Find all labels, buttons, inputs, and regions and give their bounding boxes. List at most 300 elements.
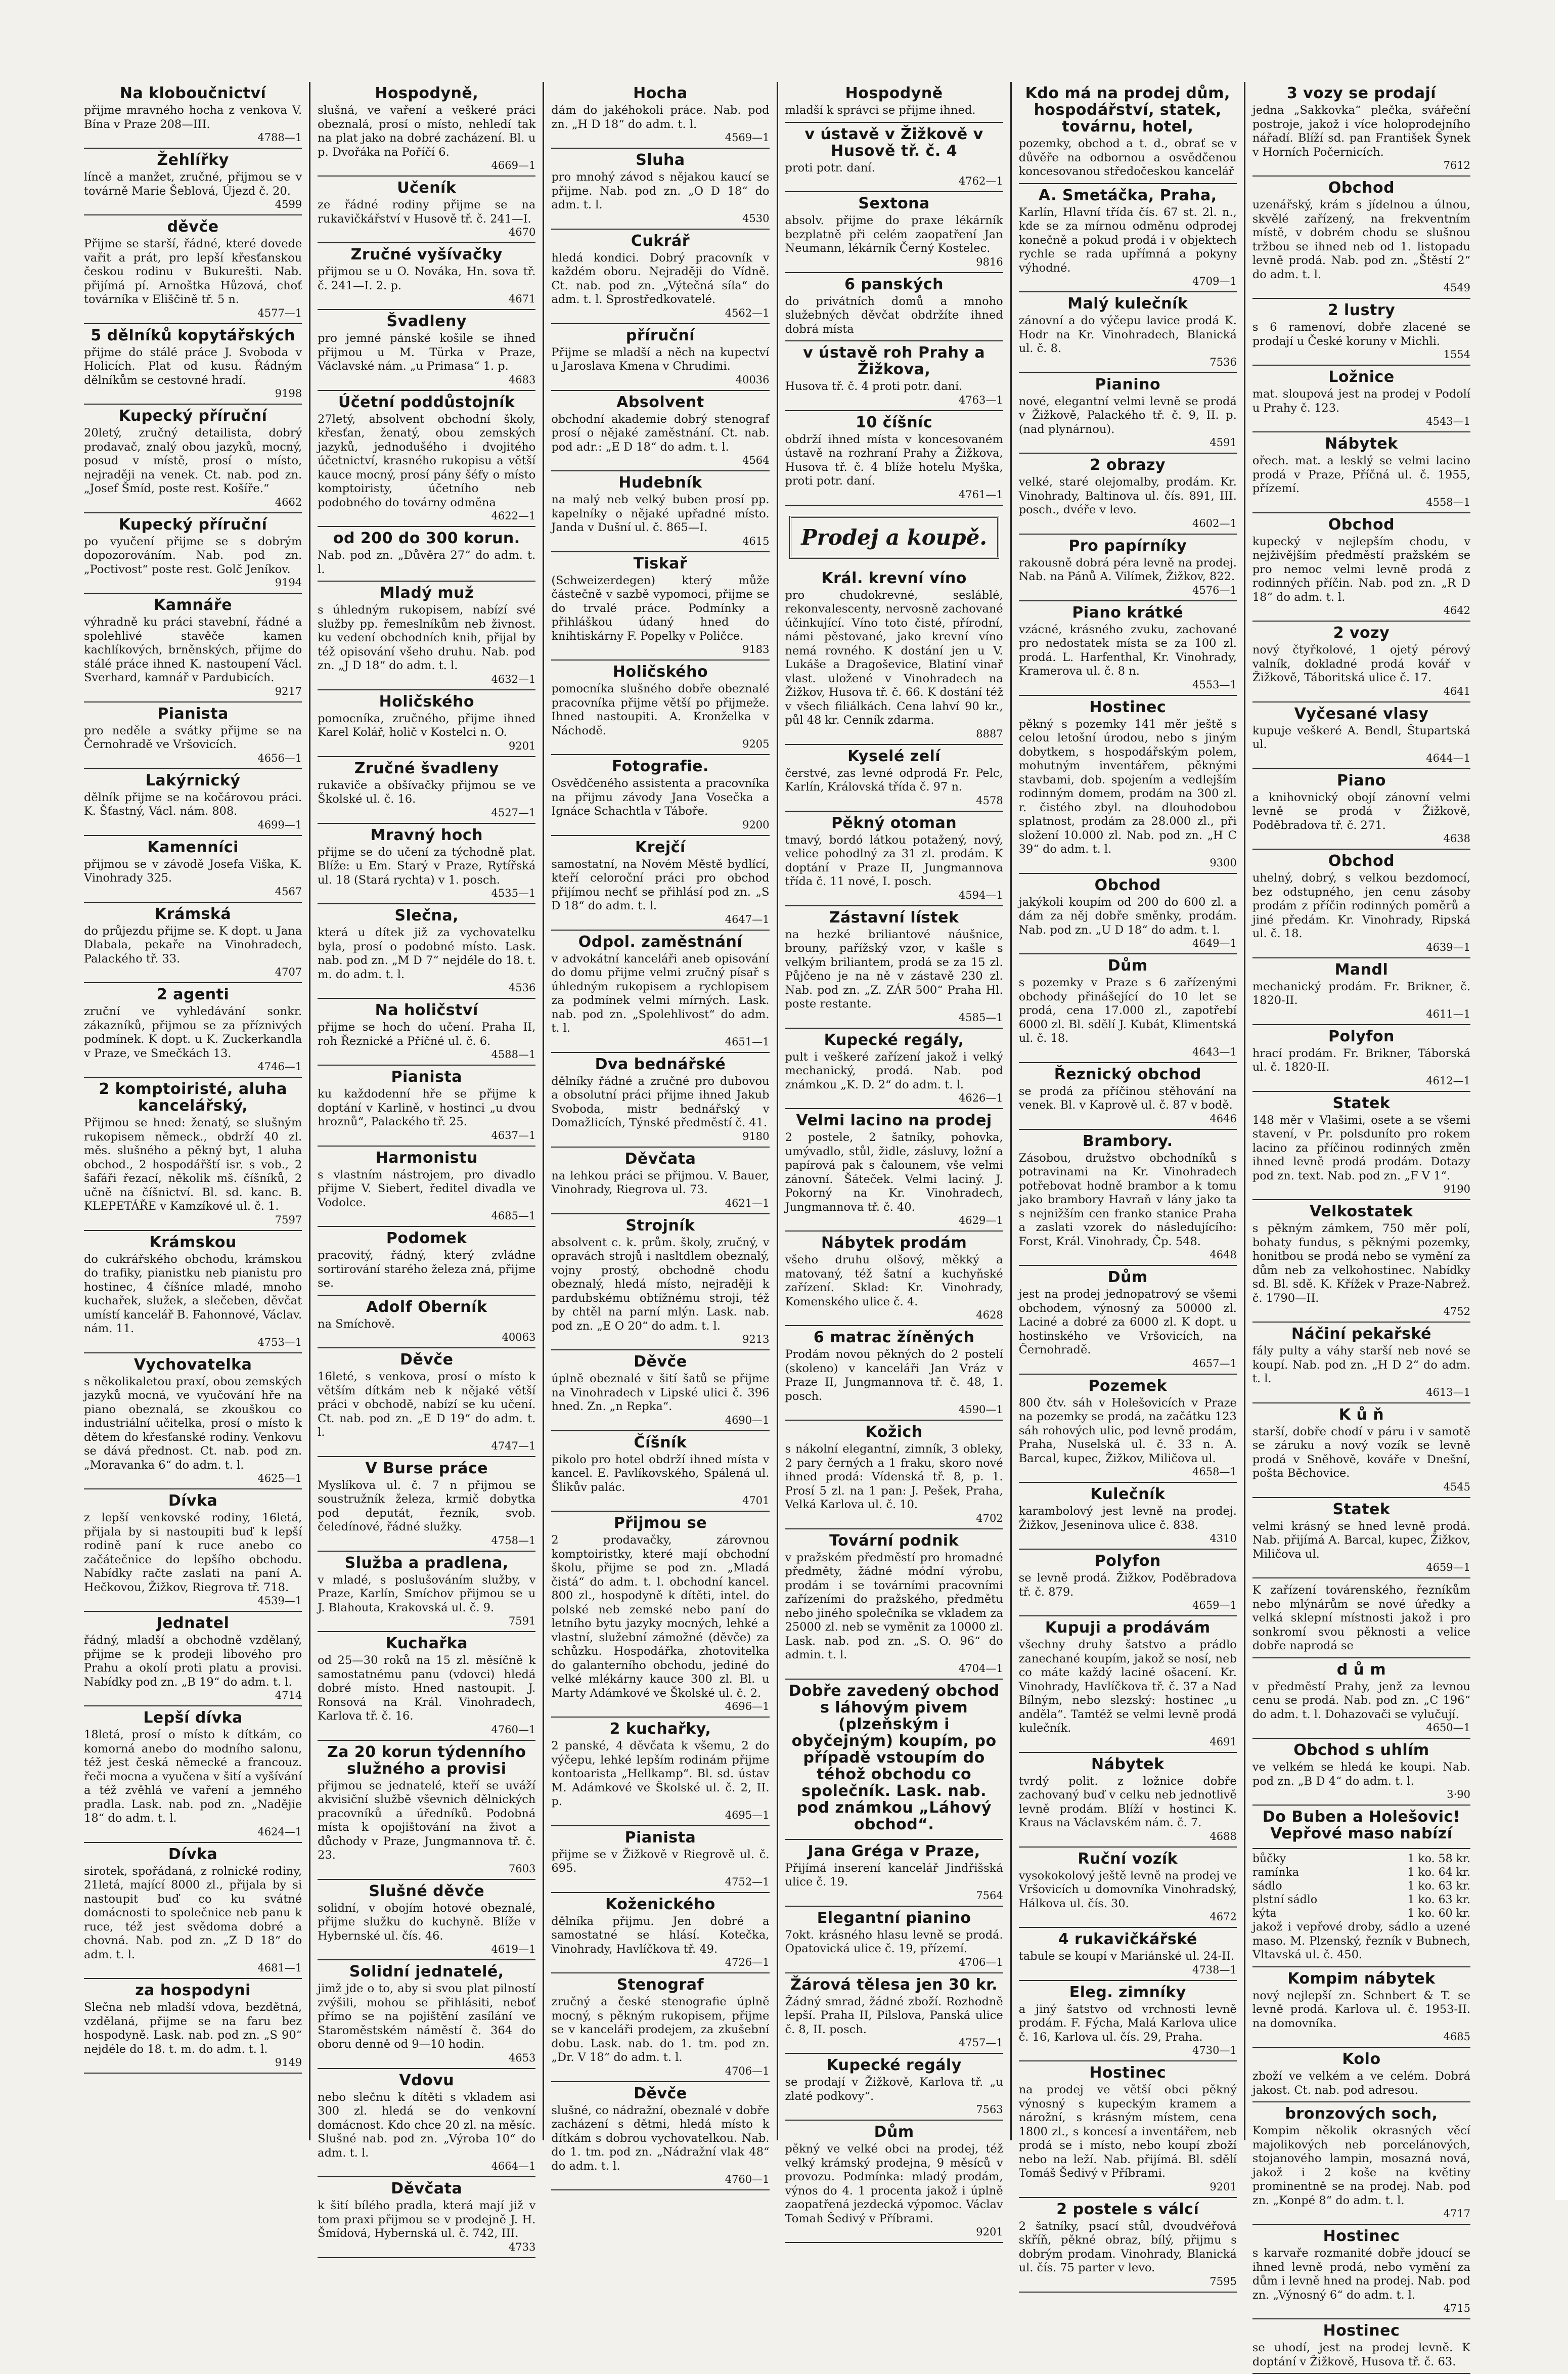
classified-ad <box>1019 292 1237 373</box>
ad-number: 4648 <box>1209 1249 1237 1261</box>
classified-ad <box>551 1826 769 1893</box>
ad-title: Brambory. <box>1082 1132 1173 1150</box>
ad-title: Jana Gréga v Praze, <box>808 1842 980 1860</box>
ad-number: 4657—1 <box>1192 1357 1237 1370</box>
classified-ad <box>84 1231 302 1353</box>
ad-number: 4530 <box>742 212 770 225</box>
ad-title: Pro papírníky <box>1068 537 1187 555</box>
ad-number: 40036 <box>735 373 770 386</box>
ad-number: 4626—1 <box>958 1092 1003 1104</box>
ad-text: kupuje veškeré A. Bendl, Štupartská ul. <box>1252 724 1471 751</box>
ad-title: Zástavní lístek <box>829 908 959 927</box>
classified-ad <box>785 1973 1003 2054</box>
ad-text: pro mnohý závod s nějakou kaucí se přijme. Nab. pod zn. „O D 18“ do adm. t. l. <box>551 170 770 211</box>
classified-ad <box>551 1893 769 1974</box>
ad-title: Ruční vozík <box>1078 1850 1178 1868</box>
ad-title: Nábytek prodám <box>821 1234 967 1252</box>
ad-text: se prodají v Žižkově, Karlova tř. „u zlaté podkovy“. <box>785 2076 1003 2103</box>
classified-ad <box>1252 1967 1470 2048</box>
ad-text: na hezké briliantové náušnice, brouny, pařížský vzor, v kašle s velkým briliantem, prodá se za 15 zl. Půjčeno je na ně v zástavě 230 zl. Nab. pod zn. „Z. ZÁR 500“ Praha Hl. poste restante. <box>785 928 1003 1010</box>
classified-ad <box>551 471 769 552</box>
ad-text: všeho druhu olšový, měkký a matovaný, též šatní a kuchyňské zařízení. Sklad: Kr. Vinohrady, Komenského ulice č. 4. <box>785 1253 1003 1308</box>
ad-number: 4658—1 <box>1192 1466 1237 1478</box>
ad-text: v pražském předměstí pro hromadné předměty, žádné módní výrobu, prodám i se továrními pracovními zařízeními do pražského, předmětu nebo jiného společníka se vkladem za 25000 zl. neb se vyměnit za 10000 zl. Lask. nab. pod zn. „S. O. 96“ do admin. t. l. <box>785 1551 1003 1661</box>
ad-number: 1554 <box>1443 348 1471 361</box>
ad-title: v ústavě v Žižkově v Husově tř. č. 4 <box>804 125 983 160</box>
ad-title: Učeník <box>397 179 457 197</box>
ad-text: všechny druhy šatstvo a prádlo zanechané koupím, jakož se nosí, neb co máte každý laciné ošacení. Kr. Vinohrady, Havlíčkova tř. č. 37 a Nad Bílným, nebo slezský: hostinec „u anděla“. Tamtéž se velmi levně prodá kulečník. <box>1018 1638 1237 1735</box>
ad-number: 9198 <box>275 387 302 400</box>
ad-text: jakýkoli koupím od 200 do 600 zl. a dám za něj dobře směnky, prodám. Nab. pod zn. „U D 18“ do adm. t. l. <box>1018 895 1237 937</box>
ad-text: rakousně dobrá péra levně na prodej. Nab. na Pánů A. Vilímek, Žižkov, 822. <box>1018 556 1237 583</box>
ad-title: Koženického <box>605 1895 715 1913</box>
ad-number: 4672 <box>1209 1911 1237 1923</box>
ad-text: 2 prodavačky, zárovnou komptoiristky, které mají obchodní školu, přijme se pod zn. „Mladá čistá“ do adm. t. l. obchodní kancel. 800 zl., hospodyně k dítěti, intel. do polské neb zemské nebo paní do letního bytu jazyky mocných, lehké a vlastní, služební zámožné (děvče) za schůzku. Hospodářka, zhotovitelka do galanterního obchodu, jediné do velké mlékárny kauce 300 zl. Bl. u Marty Adámkové ve Školské ul. č. 2. <box>551 1533 770 1700</box>
ad-title: Strojník <box>625 1216 695 1235</box>
ad-title: Kupuji a prodávám <box>1045 1619 1211 1637</box>
classified-ad <box>318 243 535 310</box>
classified-ad <box>551 1431 769 1512</box>
ad-number: 4752 <box>1443 1305 1471 1317</box>
ad-text: 27letý, absolvent obchodní školy, křesťan, ženatý, obou zemských jazyků, jednodušého i dvojitého účetnictví, krasného rukopisu a větší kauce mocný, prosí pány šéfy o místo komptoiristy, účetního neb podobného do továrny odměna <box>318 412 536 509</box>
ad-title: Děvčata <box>391 2180 463 2197</box>
ad-text: hledá kondici. Dobrý pracovník v každém oboru. Nejraději do Vídně. Ct. nab. pod zn. „Výtečná síla“ do adm. t. l. Sprostředkovatelé. <box>551 251 770 306</box>
price-item: bůčky <box>1252 1853 1286 1865</box>
ad-number: 4760—1 <box>491 1723 536 1736</box>
ad-number: 4637—1 <box>491 1129 536 1141</box>
ad-title: Za 20 korun týdenního služného a provisi <box>327 1743 526 1778</box>
classified-ad <box>551 836 769 931</box>
ad-number: 4717 <box>1443 2208 1471 2220</box>
ad-title: Slečna, <box>394 907 459 925</box>
classified-ad <box>1019 1063 1237 1130</box>
classified-ad <box>1252 1200 1470 1323</box>
ad-text: zruční ve vyhledávání sonkr. zákazníků, přijmou se za příznivých podmínek. K dopt. u K. Zuckerkandla v Praze, ve Smečkách 13. <box>84 1005 302 1060</box>
ad-text: se uhodí, jest na prodej levně. K doptání v Žižkově, Husova tř. č. 63. <box>1252 2341 1471 2368</box>
classified-ad <box>1019 1928 1237 1981</box>
ad-title: Děvče <box>400 1351 454 1369</box>
classified-ad <box>1019 1483 1237 1550</box>
ad-title: Dívka <box>168 1492 218 1510</box>
ad-number: 7597 <box>275 1213 302 1226</box>
classified-ad <box>785 1680 1003 1840</box>
ad-text: z lepší venkovské rodiny, 16letá, přijala by si nastoupiti buď k lepší rodině paní k ruce anebo co začátečnice do lepšího obchodu. Nabídky račte zaslati na paní A. Hečkovou, Žižkov, Riegrova tř. 718. <box>84 1511 302 1594</box>
ad-title: Absolvent <box>616 393 704 411</box>
ad-title: Obchod <box>1328 179 1395 197</box>
ad-title: Statek <box>1332 1500 1391 1518</box>
ad-title: Piano <box>1336 771 1386 789</box>
classified-ad <box>84 513 302 594</box>
ad-number: 4576—1 <box>1192 584 1237 596</box>
ad-number: 4685—1 <box>491 1210 536 1222</box>
ad-number: 7563 <box>976 2103 1003 2116</box>
ad-title: Ložnice <box>1328 368 1395 386</box>
classified-ad <box>1019 1753 1237 1848</box>
ad-number: 9205 <box>742 738 770 750</box>
ad-text: přijme mravného hocha z venkova V. Bína v Praze 208—III. <box>84 104 302 131</box>
ad-title: Děvčata <box>624 1150 696 1168</box>
ad-number: 4695—1 <box>725 1809 770 1821</box>
classified-ad <box>785 1326 1003 1421</box>
ad-text: pěkný s pozemky 141 měr ještě s celou letošní úrodou, nebo s jiným dobytkem, s hospodářským polem, mohutným inventářem, pěknými stavbami, dob. spojením a vedlejším rodinným domem, prodám na 300 zl. r. čistého zbyl. na dlouhodobou splatnost, prodám za 28.000 zl., při složení 10.000 zl. Nab. pod zn. „H C 39“ do adm. t. l. <box>1018 717 1237 856</box>
ad-title: Pianista <box>157 705 229 723</box>
ad-number: 4639—1 <box>1426 941 1471 953</box>
ad-text: v advokátní kanceláři aneb opisování do domu přijme velmi zručný písař s úhledným rukopisem a rychlopisem za podmínek velmi mírných. Lask. nab. pod zn. „Spolehlivost“ do adm. t. l. <box>551 952 770 1035</box>
ad-number: 4545 <box>1443 1480 1471 1493</box>
ad-number: 9217 <box>275 685 302 697</box>
ad-text: s pěkným zámkem, 750 měr polí, bohaty fundus, s pěknými pozemky, honitbou se prodá nebo se vymění za dům neb za velkohostinec. Nabídky sd. Bl. sdě. K. Křížek v Praze-Nabrež. č. 1790—II. <box>1252 1222 1471 1305</box>
ad-number: 4628 <box>976 1309 1003 1321</box>
ad-number: 4590—1 <box>958 1403 1003 1416</box>
ad-number: 4638 <box>1443 832 1471 845</box>
ad-title: Tovární podnik <box>829 1531 959 1550</box>
ad-text: Přijímá inserení kancelář Jindřišská ulice č. 19. <box>785 1861 1003 1888</box>
classified-ad <box>318 1457 535 1552</box>
ad-text: přijmou se jednatelé, kteří se uváží akvisiční službě vševnich dělnických pracovníků a úředníků. Podobná místa k opojištování na život a důchody v Praze, Jungmannova tř. č. 23. <box>318 1779 536 1862</box>
classified-ad <box>318 1632 535 1741</box>
ad-title: 2 komptoiristé, aluha kancelářský, <box>99 1080 287 1115</box>
ad-title: Stenograf <box>616 1976 704 1994</box>
ad-title: Obchod <box>1328 852 1395 870</box>
ad-title: 2 agenti <box>156 986 230 1003</box>
ad-text: Osvědčeného assistenta a pracovníka na přijmu závody Jana Vosečka a Ignáce Schachtla v Táboře. <box>551 777 770 818</box>
ad-number: 8887 <box>976 727 1003 740</box>
ad-text: do privátních domů a mnoho služebných děvčat obdržíte ihned dobrá místa <box>785 294 1003 336</box>
ad-text: mechanický prodám. Fr. Brikner, č. 1820-II. <box>1252 980 1471 1007</box>
ad-number: 4591 <box>1209 436 1237 449</box>
ad-text: dělníka přijmu. Jen dobré a samostatné se hlásí. Kotečka, Vinohrady, Havlíčkova tř. 49. <box>551 1914 770 1956</box>
ad-text: velké, staré olejomalby, prodám. Kr. Vinohrady, Baltinova ul. čís. 891, III. posch., dvéře v levo. <box>1018 475 1237 516</box>
ad-title: 2 obrazy <box>1090 456 1166 474</box>
ad-number: 4752—1 <box>725 1875 770 1888</box>
ad-number: 4691 <box>1209 1735 1237 1748</box>
ad-number: 4699—1 <box>257 818 302 831</box>
ad-number: 4651—1 <box>725 1035 770 1048</box>
ad-text: k šití bílého pradla, která mají již v tom praxi přijmou se v prodejně J. H. Šmídová, Hybernská ul. č. 742, III. <box>318 2199 536 2240</box>
ad-number: 7536 <box>1209 356 1237 368</box>
ad-title: Děvče <box>634 1353 687 1371</box>
classified-ad <box>785 1109 1003 1232</box>
ad-number: 4578 <box>976 794 1003 807</box>
classified-ad <box>84 1612 302 1706</box>
classified-ad <box>1019 1981 1237 2062</box>
classified-ad <box>785 192 1003 273</box>
ad-title: Adolf Oberník <box>366 1298 487 1316</box>
classified-ad <box>1252 2048 1470 2102</box>
ad-title: Mladý muž <box>379 584 474 602</box>
price-row <box>1252 1907 1470 1920</box>
ad-text: absolv. přijme do praxe lékárník bezplatně při celém zaopatření Jan Neumann, lékárník Černý Kostelec. <box>785 214 1003 255</box>
ad-title: Hostinec <box>1089 698 1167 716</box>
ad-text: se prodá za příčinou stěhování na venek. Bl. v Kaprově ul. č. 87 v bodě. <box>1018 1084 1237 1112</box>
ad-title: Cukrář <box>631 232 690 250</box>
ad-title: 5 dělníků kopytářských <box>91 326 295 344</box>
ad-title: 10 číšníc <box>856 413 933 431</box>
ad-title: V Burse práce <box>365 1459 488 1477</box>
ad-title: Švadleny <box>386 313 467 330</box>
ad-text: Karlín, Hlavní třída čís. 67 st. 2l. n., kde se za mírnou odměnu odprodej konečně a pokud prodá i v objektech rychle se rada upřímná a pokyny výhodné. <box>1018 205 1237 275</box>
ad-title: Statek <box>1332 1094 1391 1112</box>
ad-number: 4760—1 <box>725 2173 770 2185</box>
ad-text: s 6 ramenoví, dobře zlacené se prodají u České koruny v Michli. <box>1252 321 1471 348</box>
ad-title: Král. krevní víno <box>821 569 967 587</box>
ad-text: pomocníka slušného dobře obeznalé pracovníka přijme větší po přijmeže. Ihned nastoupiti. A. Kronželka v Náchodě. <box>551 682 770 737</box>
meat-price-list <box>1252 1849 1470 1967</box>
classified-ad <box>84 1979 302 2074</box>
classified-ad <box>84 983 302 1078</box>
ad-text: ořech. mat. a lesklý se velmi lacino prodá v Praze, Příčná ul. č. 1955, přízemí. <box>1252 454 1471 495</box>
classified-ad <box>551 1053 769 1148</box>
ad-text: rukaviče a obšívačky přijmou se ve Školské ul. č. 16. <box>318 778 536 806</box>
ad-number: 4549 <box>1443 282 1471 294</box>
classified-ad <box>318 1960 535 2069</box>
classified-ad <box>785 1232 1003 1326</box>
ad-text: pozemky, obchod a t. d., obrať se v důvěře na odbornou a osvědčenou koncesovanou středočeskou kancelář <box>1018 137 1237 178</box>
classified-ad <box>785 273 1003 342</box>
ad-text: (Schweizerdegen) který může částečně v sazbě vypomoci, přijme se do trvalé práce. Podmínky a přihláškou údaný hned do knihtiskárny F. Popelky v Poličce. <box>551 574 770 643</box>
ad-text: Přijme se starší, řádné, které dovede vařit a prát, pro lepší křesťanskou českou rodinu v Bukurešti. Nab. přijímá pí. Arnoštka Hůzová, choť továrníka v Eliščině tř. 5 n. <box>84 237 302 306</box>
price-item: ramínka <box>1252 1866 1300 1879</box>
ad-number: 4641 <box>1443 685 1471 697</box>
ad-title: Polyfon <box>1094 1552 1161 1570</box>
ad-number: 4788—1 <box>257 131 302 144</box>
classified-ad <box>1252 622 1470 702</box>
ad-title: Dobře zavedený obchod s láhovým pivem (plzeňským i obyčejným) koupím, po případě vstoupím do téhož obchodu co společník. Lask. nab. pod známkou „Láhový obchod“. <box>788 1682 1000 1833</box>
ad-number: 4558—1 <box>1426 496 1471 508</box>
classified-ad <box>318 1741 535 1880</box>
column-4 <box>778 82 1012 2238</box>
ad-title: Kupecký příruční <box>118 515 267 534</box>
classified-ad <box>84 1843 302 1980</box>
ad-text: úplně obeznalé v šití šatů se přijme na Vinohradech v Lipské ulici č. 396 hned. Zn. „n Repka“. <box>551 1372 770 1413</box>
classified-ad <box>1252 1806 1470 1849</box>
ad-title: Pianista <box>391 1068 463 1086</box>
classified-ad <box>84 594 302 702</box>
ad-number: 4650—1 <box>1426 1722 1471 1734</box>
ad-title: Služba a pradlena, <box>344 1554 509 1572</box>
classified-ad <box>318 177 535 243</box>
classified-ad <box>318 391 535 527</box>
ad-title: Pianista <box>624 1828 696 1847</box>
ad-text: Žádný smrad, žádné zboží. Rozhodně lepší. Praha II, Pilslova, Panská ulice č. 8, II. posch. <box>785 1995 1003 2036</box>
ad-number: 4696—1 <box>725 1700 770 1712</box>
ad-text: fály pulty a váhy starší neb nové se koupí. Nab. pod zn. „H D 2“ do adm. t. l. <box>1252 1344 1471 1385</box>
price-item: kýta <box>1252 1907 1277 1920</box>
classified-ad <box>318 904 535 999</box>
ad-number: 3·90 <box>1447 1788 1471 1800</box>
ad-title: Obchod s uhlím <box>1293 1741 1429 1759</box>
classified-ad <box>84 1489 302 1612</box>
classified-ad <box>318 82 535 177</box>
ad-title: Piano krátké <box>1072 603 1184 622</box>
classified-ad <box>318 757 535 824</box>
ad-title: Dům <box>1107 957 1148 975</box>
ad-title: Eleg. zimníky <box>1069 1983 1186 2001</box>
ad-number: 4569—1 <box>725 131 770 144</box>
ad-title: Děvče <box>634 2084 687 2102</box>
ad-text: po vyučení přijme se s dobrým dopozorováním. Nab. pod zn. „Poctivost“ poste rest. Golč Jeníkov. <box>84 535 302 576</box>
classified-ad <box>551 1718 769 1826</box>
ad-title: Podomek <box>386 1229 467 1247</box>
ad-number: 4702 <box>976 1512 1003 1524</box>
ad-title: Velmi lacino na prodej <box>796 1112 992 1129</box>
ad-title: Holičského <box>612 663 708 681</box>
ad-number: 4602—1 <box>1192 517 1237 530</box>
ad-title: Pozemek <box>1088 1377 1167 1395</box>
price-value: 1 ko. 58 kr. <box>1407 1853 1471 1865</box>
ad-title: Sluha <box>636 151 685 169</box>
ad-title: Kamenníci <box>147 838 239 856</box>
ad-number: 4707 <box>275 966 302 978</box>
classified-ad <box>1019 1266 1237 1375</box>
ad-number: 4553—1 <box>1192 678 1237 691</box>
ad-number: 9149 <box>275 2056 302 2069</box>
classified-ad <box>1019 454 1237 535</box>
ad-text: řádný, mladší a obchodně vzdělaný, přijme se k prodeji libového pro Prahu a okolí proti platu a provisi. Nabídky pod zn. „B 19“ do adm. t. l. <box>84 1634 302 1689</box>
classified-ad <box>785 567 1003 745</box>
ad-text: Myslíkova ul. č. 7 n přijmou se soustružník železa, krmič dobytka pod deputát, řezník, svob. čeledínové, řádné služky. <box>318 1478 536 1533</box>
classified-ad <box>318 1066 535 1147</box>
classified-ad <box>551 1512 769 1718</box>
classified-ad <box>1019 1130 1237 1266</box>
ad-text: od 25—30 roků na 15 zl. měsíčně k samostatnému panu (vdovci) hledá dobré místo. Hned nastoupit. J. Ronsová na Král. Vinohradech, Karlova tř. č. 16. <box>318 1654 536 1723</box>
ad-text: 7okt. krásného hlasu levně se prodá. Opatovická ulice č. 19, přízemí. <box>785 1928 1003 1955</box>
ad-number: 4763—1 <box>958 393 1003 406</box>
classified-ad <box>1252 1323 1470 1403</box>
ad-number: 4733 <box>508 2240 536 2253</box>
ad-number: 4642 <box>1443 604 1471 617</box>
classified-ad <box>551 149 769 230</box>
ad-number: 4653 <box>508 2051 536 2064</box>
ad-title: Lepší dívka <box>143 1709 243 1727</box>
classified-ad <box>785 123 1003 193</box>
ad-title: Solidní jednatelé, <box>349 1963 504 1981</box>
classified-ad <box>1019 373 1237 454</box>
price-row <box>1252 1866 1470 1879</box>
ad-number: 4701 <box>742 1494 770 1507</box>
ad-number: 4643—1 <box>1192 1045 1237 1058</box>
ad-title: Hospodyně <box>845 84 943 102</box>
ad-title: Nábytek <box>1325 435 1398 453</box>
ad-number: 4746—1 <box>257 1061 302 1073</box>
ad-title: A. Smetáčka, Praha, <box>1038 186 1217 204</box>
classified-ad <box>785 1840 1003 1907</box>
ad-number: 4536 <box>508 982 536 994</box>
ad-title: K ů ň <box>1338 1405 1384 1424</box>
ad-number: 9201 <box>508 739 536 752</box>
page-edge <box>1555 0 1568 2200</box>
ad-title: Číšník <box>634 1433 687 1452</box>
ad-title: Tiskař <box>633 554 688 573</box>
ad-title: Polyfon <box>1328 1027 1395 1045</box>
ad-number: 9213 <box>742 1333 770 1345</box>
ad-title: Vychovatelka <box>133 1355 252 1374</box>
column-5 <box>1012 82 1245 2288</box>
ad-title: 4 rukavičkářské <box>1058 1930 1197 1948</box>
ad-text: starší, dobře chodí v páru i v samotě se záruku a nový vozík se levně prodá v Sněhově, kováře v Dnešní, pošta Běchovice. <box>1252 1425 1471 1480</box>
classified-ad <box>1019 874 1237 955</box>
ad-title: Kožich <box>865 1423 923 1441</box>
ad-text: zručný a české stenografie úplně mocný, s pěkným rukopisem, přijme se v kanceláři prodejem, za zkušební dobu. Lask. nab. do 1. tm. pod zn. „Dr. V 18“ do adm. t. l. <box>551 1995 770 2064</box>
ad-text: nový nejlepší zn. Schnbert & T. se levně prodá. Karlova ul. č. 1953-II. na domovníka. <box>1252 1989 1471 2030</box>
ad-text: 20letý, zručný detailista, dobrý prodavač, znalý obou jazyků, mocný, posud v místě, prosí o místo, nejraději na venek. Ct. nab. pod zn. „Josef Šmíd, poste rest. Košíře.“ <box>84 426 302 495</box>
ad-text: pikolo pro hotel obdrží ihned místa v kancel. E. Pavlíkovského, Spálená ul. Šlikův palác. <box>551 1453 770 1494</box>
classified-ad <box>551 931 769 1053</box>
ad-text: s pozemky v Praze s 6 zařízenými obchody přinášející do 10 let se prodá, cena 17.000 zl., zapotřebí 6000 zl. Bl. sdělí J. Kubát, Klimentská ul. č. 18. <box>1018 976 1237 1045</box>
ad-title: 2 vozy <box>1333 624 1390 642</box>
ad-text: čerstvé, zas levné odprodá Fr. Pelc, Karlín, Královská třída č. 97 n. <box>785 766 1003 794</box>
ad-text: Slečna neb mladší vdova, bezdětná, vzdělaná, přijme se na faru bez hospodyně. Lask. nab. pod zn. „S 90“ nejdéle do 18. t. m. do adm. t. l. <box>84 2001 302 2056</box>
ad-title: Velkostatek <box>1310 1203 1413 1220</box>
classified-ad <box>84 149 302 215</box>
ad-text: 18letá, prosí o místo k dítkám, co komorná anebo do modního salonu, též jest česká německé a francouz. řeči mocna a vyučena v šití a vyšívání a též zvěhlá ve vaření a jemného pradla. Lask. nab. pod zn. „Nadějie 18“ do adm. t. l. <box>84 1728 302 1825</box>
ad-title: 3 vozy se prodají <box>1286 84 1437 102</box>
ad-text: 148 měr v Vlašimi, osete a se všemi stavení, v Pr. polsduníto pro rokem lacino za příčinou rodinných změn ihned levně prodá prodám. Dotazy pod zn. text. Nab. pod zn. „F V 1“. <box>1252 1113 1471 1182</box>
ad-title: od 200 do 300 korun. <box>333 530 520 547</box>
ad-number: 40063 <box>502 1331 536 1343</box>
classified-ad <box>84 215 302 324</box>
ad-title: Malý kulečník <box>1067 295 1188 313</box>
classified-ad <box>1252 850 1470 958</box>
classified-ad <box>1019 82 1237 184</box>
ad-number: 4671 <box>508 293 536 305</box>
ad-title: Kompim nábytek <box>1287 1969 1436 1988</box>
ad-text: uhelný, dobrý, s velkou bezdomocí, bez odstupného, jen cenu zásoby prodám z příčin rodinných poměrů a jiné předám. Kr. Vinohrady, Ripská ul. č. 18. <box>1252 871 1471 940</box>
ad-number: 4659—1 <box>1426 1561 1471 1573</box>
price-item: plstní sádlo <box>1252 1894 1318 1906</box>
price-note: jakož i vepřové droby, sádlo a uzené maso. M. Plzenský, řezník v Bubnech, Vltavská ul. č. 450. <box>1252 1920 1471 1961</box>
classified-ad <box>1019 2061 1237 2198</box>
ad-title: Vyčesané vlasy <box>1294 705 1429 723</box>
ad-text: na Smíchově. <box>318 1317 395 1331</box>
classified-ad <box>551 1214 769 1351</box>
classified-ad <box>84 1353 302 1490</box>
ad-text: do průjezdu přijme se. K dopt. u Jana Dlabala, pekaře na Vinohradech, Palackého tř. 33. <box>84 924 302 965</box>
ad-text: přijme do stálé práce J. Svoboda v Holicích. Plat od kusu. Řádným dělníkům se cestovné hradí. <box>84 345 302 387</box>
column-6 <box>1245 82 1477 2368</box>
ad-title: příruční <box>625 326 695 344</box>
classified-ad <box>1019 954 1237 1063</box>
ad-title: 2 postele s válcí <box>1056 2200 1199 2218</box>
ad-title: 2 kuchařky, <box>609 1720 711 1738</box>
classified-ad <box>1252 177 1470 299</box>
ad-number: 4690—1 <box>725 1414 770 1426</box>
ad-number: 9201 <box>976 2226 1003 2238</box>
classified-ad <box>551 1350 769 1431</box>
price-value: 1 ko. 64 kr. <box>1407 1866 1471 1879</box>
classified-ad <box>1019 1375 1237 1483</box>
classified-ad <box>551 324 769 391</box>
ad-text: pro neděle a svátky přijme se na Černohradě ve Vršovicích. <box>84 724 302 751</box>
ad-text: obchodní akademie dobrý stenograf prosí o nějaké zaměstnání. Ct. nab. pod adr.: „E D 18“ do adm. t. l. <box>551 412 770 454</box>
ad-text: vysokokolový ještě levně na prodej ve Vršovicích u domovníka Vinohradský, Hálkova ul. čís. 30. <box>1018 1869 1237 1910</box>
ad-number: 4632—1 <box>491 673 536 685</box>
ad-title: Pianino <box>1095 375 1161 393</box>
ad-text: která u dítek již za vychovatelku byla, prosí o podobné místo. Lask. nab. pod zn. „M D 7“ nejdéle do 18. t. m. do adm. t. l. <box>318 926 536 981</box>
ad-text: na prodej ve větší obci pěkný výnosný s kupeckým kramem a nárožní, s krásným místem, cena 1800 zl., s koncesí a inventářem, neb prodá se i místo, nebo koupí zboží nebo na leží. Nab. přijímá. Bl. sdělí Tomáš Šedivý v Příbrami. <box>1018 2083 1237 2180</box>
classified-ad <box>1252 2225 1470 2319</box>
ad-number: 4757—1 <box>958 2037 1003 2049</box>
classified-ad <box>551 230 769 324</box>
ad-number: 4594—1 <box>958 889 1003 901</box>
ad-text: s vlastním nástrojem, pro divadlo přijme V. Siebert, ředitel divadla ve Vodolce. <box>318 1168 536 1209</box>
classified-ad <box>1252 1092 1470 1201</box>
classified-ad <box>785 1529 1003 1680</box>
classified-ad <box>84 903 302 984</box>
ad-number: 4730—1 <box>1192 2044 1237 2056</box>
ad-number: 9190 <box>1443 1183 1471 1195</box>
price-row <box>1252 1879 1470 1893</box>
